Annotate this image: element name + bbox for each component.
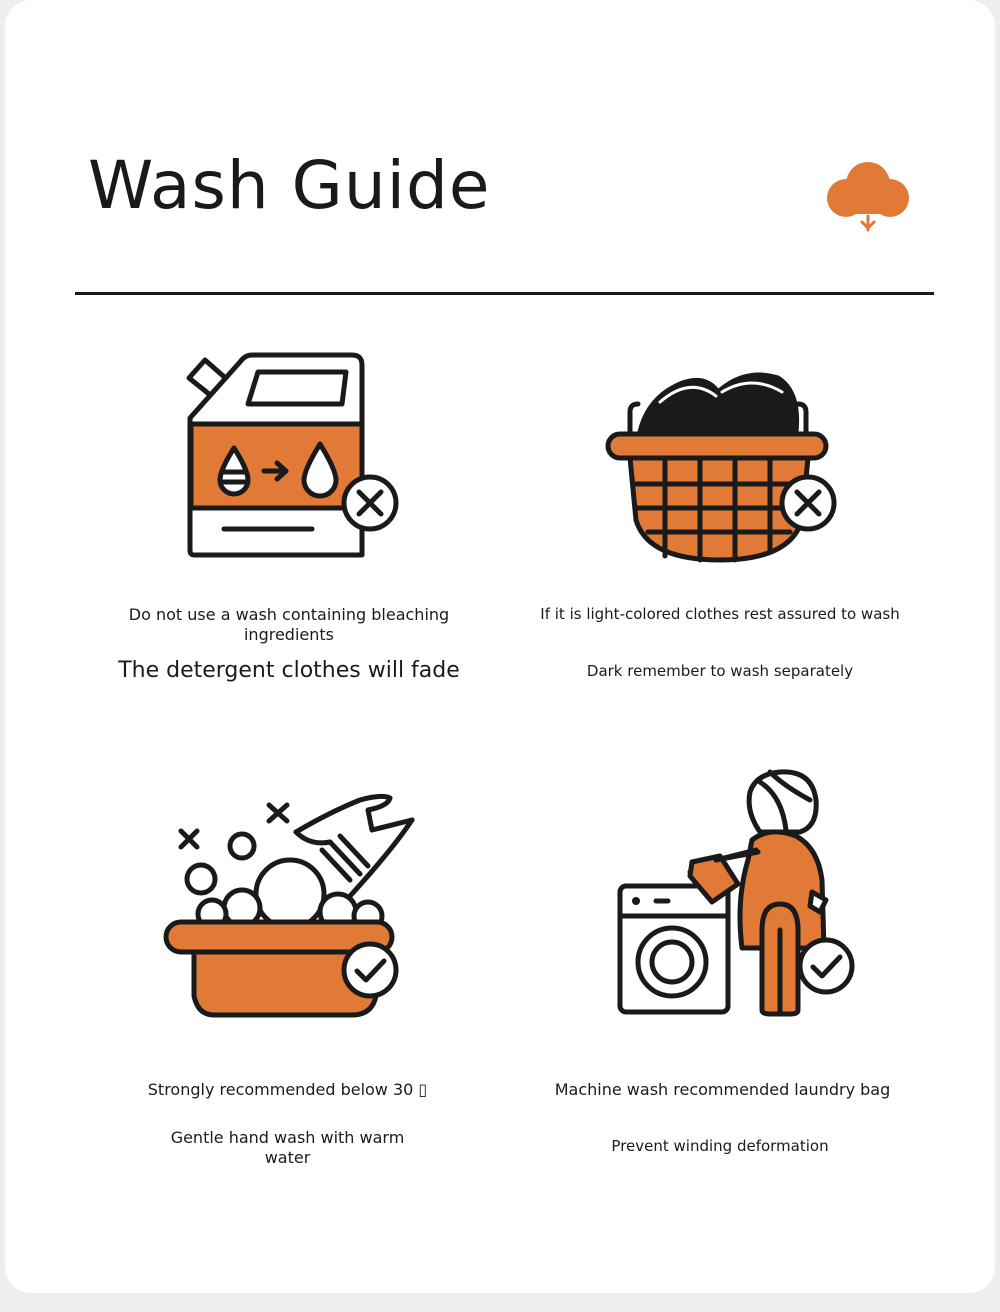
item-2-note: Dark remember to wash separately — [586, 662, 854, 680]
machine-wash-icon — [612, 765, 862, 1020]
page-title: Wash Guide — [88, 147, 491, 224]
item-4-note: Prevent winding deformation — [611, 1137, 829, 1155]
item-4-caption: Machine wash recommended laundry bag — [554, 1080, 891, 1099]
item-3-note: Gentle hand wash with warm water — [170, 1128, 405, 1167]
hand-wash-basin-icon — [160, 785, 420, 1025]
item-1-caption: Do not use a wash containing bleaching ingredients — [128, 605, 450, 644]
cotton-tree-logo-icon — [822, 158, 914, 236]
item-2-caption: If it is light-colored clothes rest assured to wash — [540, 605, 900, 623]
item-1-note: The detergent clothes will fade — [118, 658, 460, 683]
laundry-basket-icon — [600, 365, 840, 570]
item-3-caption: Strongly recommended below 30 ▯ — [147, 1080, 428, 1099]
detergent-jug-no-bleach-icon — [180, 345, 405, 567]
title-divider — [75, 292, 934, 295]
